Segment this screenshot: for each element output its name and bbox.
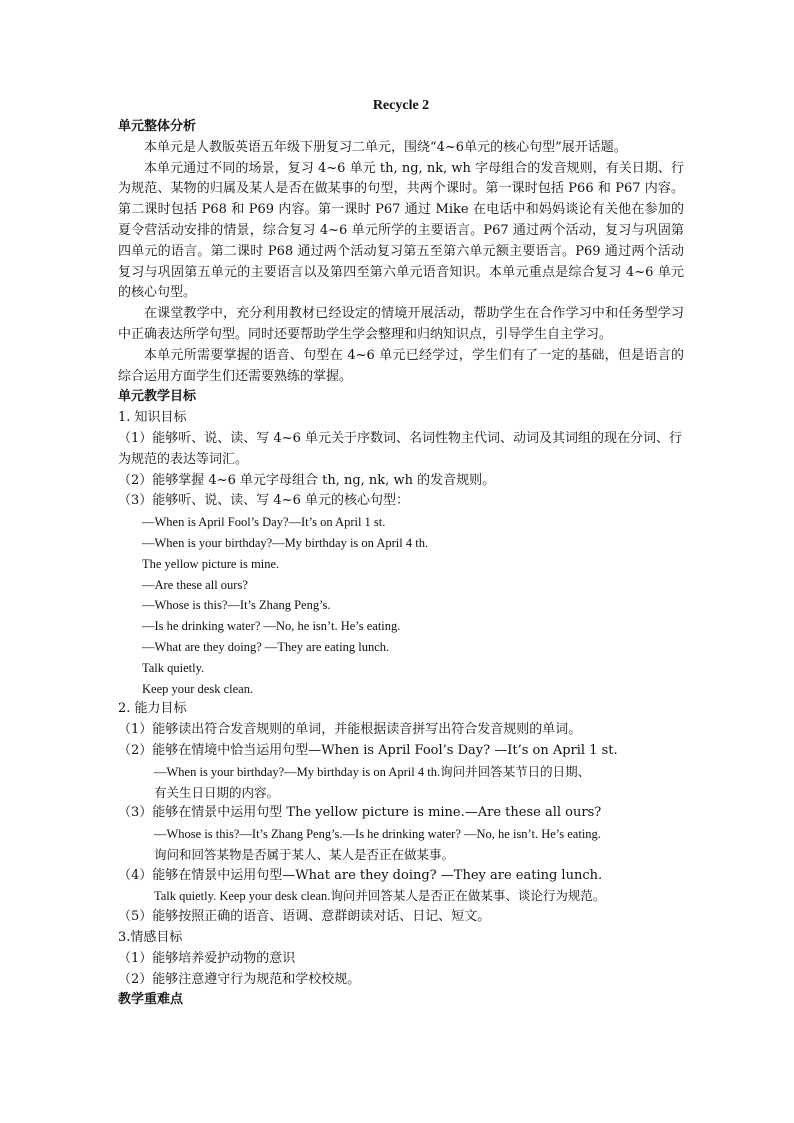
difficulty-heading: 教学重难点 [118, 992, 184, 1008]
document-title: Recycle 2 [372, 98, 430, 113]
knowledge-item-1: （1）能够听、说、读、写 4~6 单元关于序数词、名词性物主代词、动词及其词组的现在分词、行为规范的表达等词汇。 [118, 430, 682, 467]
example-sentence: —Whose is this?—It’s Zhang Peng’s. [142, 598, 331, 613]
ability-item-3-detail: —Whose is this?—It’s Zhang Peng’s.—Is he drinking water? —No, he isn’t. He’s eating. [154, 827, 601, 842]
example-sentence: —When is your birthday?—My birthday is on April 4 th. [142, 535, 429, 550]
example-sentence: —When is April Fool’s Day?—It’s on April 1 st. [142, 515, 386, 530]
ability-item-3-detail: 询问和回答某物是否属于某人、某人是否正在做某事。 [154, 847, 455, 862]
ability-item-2-detail: —When is your birthday?—My birthday is on April 4 th.询问并回答某节日的日期、 [154, 764, 591, 779]
example-sentence: —What are they doing? —They are eating lunch. [142, 639, 390, 654]
analysis-paragraph-1: 本单元是人教版英语五年级下册复习二单元，围绕“4~6单元的核心句型”展开话题。 [144, 139, 627, 155]
example-sentence: —Are these all ours? [142, 577, 248, 592]
knowledge-item-3: （3）能够听、说、读、写 4~6 单元的核心句型： [118, 493, 409, 509]
emotion-item-2: （2）能够注意遵守行为规范和学校校规。 [118, 971, 361, 987]
example-sentence: Keep your desk clean. [142, 681, 254, 696]
example-sentence: The yellow picture is mine. [142, 556, 280, 571]
emotion-heading: 3.情感目标 [118, 930, 183, 946]
ability-item-1: （1）能够读出符合发音规则的单词，并能根据读音拼写出符合发音规则的单词。 [118, 722, 582, 738]
knowledge-item-2: （2）能够掌握 4~6 单元字母组合 th, ng, nk, wh 的发音规则。 [118, 472, 496, 488]
emotion-item-1: （1）能够培养爱护动物的意识 [118, 950, 296, 966]
analysis-paragraph-2: 本单元通过不同的场景，复习 4~6 单元 th, ng, nk, wh 字母组合的发音规则，有关日期、行为规范、某物的归属及某人是否在做某事的句型，共两个课时。第一课时包括 P66 和 P67 内容。第二课时包括 P68 和 P69 内容。第一课时 P67 通过 Mike 在电话中和妈妈谈论有关他在参加的夏令营活动安排的情景，综合复习 4~6 单元所学的主要语言。P67 通过两个活动，复习与巩固第四单元的语言。第二课时 P68 通过两个活动复习第五至第六单元额主要语言。P69 通过两个活动复习与巩固第五单元的主要语言以及第四至第六单元语音知识。本单元重点是综合复习 4~6 单元的核心句型。 [118, 160, 684, 301]
ability-item-2: （2）能够在情境中恰当运用句型—When is April Fool’s Day? —It’s on April 1 st. [118, 742, 618, 758]
ability-item-4: （4）能够在情景中运用句型—What are they doing? —They are eating lunch. [118, 867, 603, 883]
example-sentence: Talk quietly. [142, 660, 205, 675]
knowledge-heading: 1. 知识目标 [118, 410, 187, 426]
example-sentence: —Is he drinking water? —No, he isn’t. He’s eating. [142, 619, 401, 634]
analysis-heading: 单元整体分析 [118, 119, 197, 134]
ability-item-5: （5）能够按照正确的语音、语调、意群朗读对话、日记、短文。 [118, 909, 491, 925]
ability-item-3: （3）能够在情景中运用句型 The yellow picture is mine.—Are these all ours? [118, 805, 602, 821]
analysis-paragraph-4: 本单元所需要掌握的语音、句型在 4~6 单元已经学过，学生们有了一定的基础，但是语言的综合运用方面学生们还需要熟练的掌握。 [118, 347, 684, 384]
ability-heading: 2. 能力目标 [118, 701, 187, 717]
ability-item-2-detail: 有关生日日期的内容。 [154, 785, 280, 800]
document-page [118, 96, 684, 1011]
goals-heading: 单元教学目标 [118, 389, 197, 405]
ability-item-4-detail: Talk quietly. Keep your desk clean.询问并回答某人是否正在做某事、谈论行为规范。 [154, 889, 606, 904]
analysis-paragraph-3: 在课堂教学中，充分利用教材已经设定的情境开展活动，帮助学生在合作学习中和任务型学习中正确表达所学句型。同时还要帮助学生学会整理和归纳知识点，引导学生自主学习。 [118, 306, 684, 342]
